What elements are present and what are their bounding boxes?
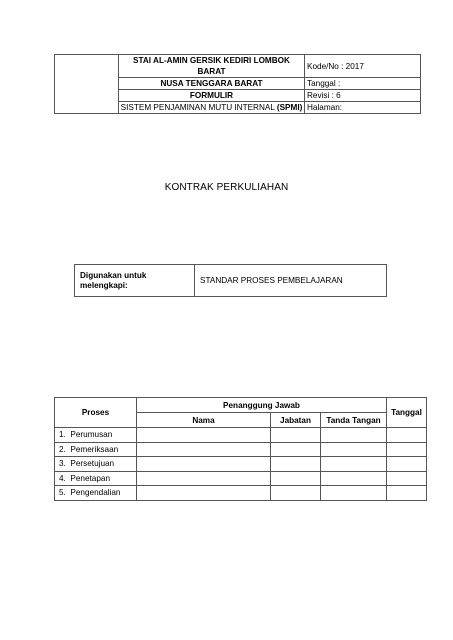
institution-name-line2: NUSA TENGGARA BARAT (119, 78, 305, 90)
row-label: 2. Pemeriksaan (55, 442, 137, 457)
form-label: FORMULIR (119, 90, 305, 102)
usage-label: Digunakan untuk melengkapi: (75, 265, 195, 297)
revisi-cell: Revisi : 6 (305, 90, 421, 102)
cell-tanggal (387, 442, 427, 457)
cell-tanda-tangan (321, 442, 387, 457)
usage-value: STANDAR PROSES PEMBELAJARAN (195, 265, 387, 297)
cell-tanggal (387, 471, 427, 486)
document-title: KONTRAK PERKULIAHAN (164, 182, 289, 193)
row-label: 3. Persetujuan (55, 457, 137, 472)
cell-nama (137, 428, 271, 443)
cell-nama (137, 471, 271, 486)
cell-tanda-tangan (321, 486, 387, 501)
cell-nama (137, 457, 271, 472)
header-tanda-tangan: Tanda Tangan (321, 413, 387, 428)
table-row (55, 428, 427, 443)
header-nama: Nama (137, 413, 271, 428)
table-row (55, 442, 427, 457)
logo-cell (55, 55, 119, 114)
header-jabatan: Jabatan (271, 413, 321, 428)
cell-jabatan (271, 486, 321, 501)
cell-jabatan (271, 457, 321, 472)
header-penanggung-jawab: Penanggung Jawab (137, 398, 387, 413)
tanggal-cell: Tanggal : (305, 78, 421, 90)
institution-name-line1: STAI AL-AMIN GERSIK KEDIRI LOMBOK BARAT (119, 55, 305, 78)
cell-tanda-tangan (321, 457, 387, 472)
kode-no-cell: Kode/No : 2017 (305, 55, 421, 78)
header-tanggal: Tanggal (387, 398, 427, 428)
cell-tanggal (387, 457, 427, 472)
cell-nama (137, 486, 271, 501)
cell-tanggal (387, 428, 427, 443)
row-label: 1. Perumusan (55, 428, 137, 443)
cell-jabatan (271, 442, 321, 457)
responsibility-table (54, 397, 427, 501)
header-proses: Proses (55, 398, 137, 428)
row-label: 4. Penetapan (55, 471, 137, 486)
table-row (55, 457, 427, 472)
cell-tanggal (387, 486, 427, 501)
cell-tanda-tangan (321, 428, 387, 443)
usage-box (74, 264, 387, 297)
halaman-cell: Halaman: (305, 102, 421, 114)
header-table (54, 54, 421, 114)
cell-jabatan (271, 471, 321, 486)
row-label: 5. Pengendalian (55, 486, 137, 501)
cell-jabatan (271, 428, 321, 443)
cell-tanda-tangan (321, 471, 387, 486)
system-name: SISTEM PENJAMINAN MUTU INTERNAL (SPMI) (119, 102, 305, 114)
table-row (55, 486, 427, 501)
table-row (55, 471, 427, 486)
cell-nama (137, 442, 271, 457)
